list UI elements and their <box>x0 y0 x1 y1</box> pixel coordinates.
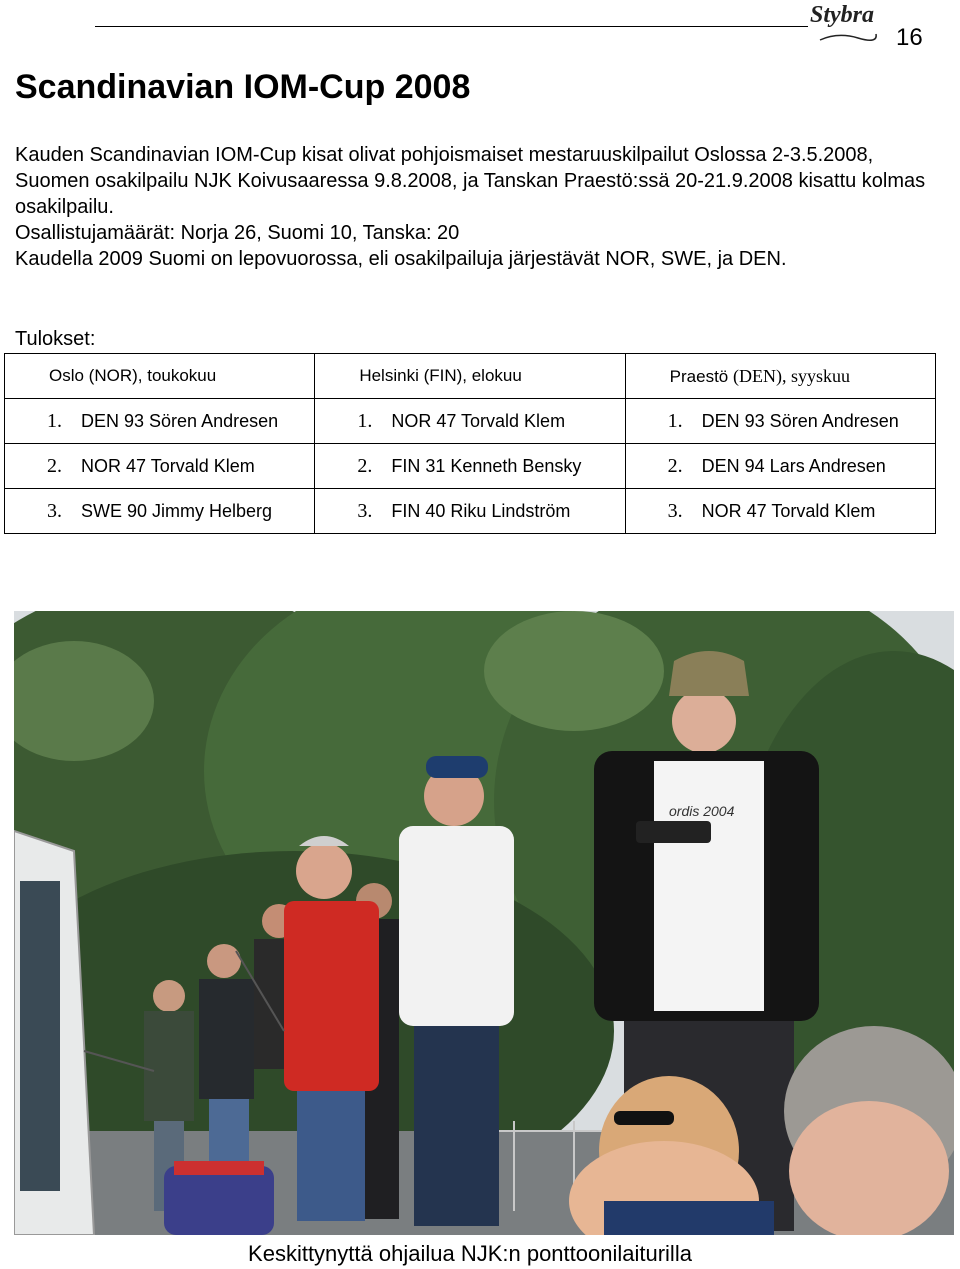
venue-oslo: Oslo (NOR), toukokuu <box>5 354 315 399</box>
table-row <box>5 399 936 444</box>
intro-text <box>15 142 945 272</box>
results-label: Tulokset: <box>15 328 96 350</box>
table-header-row <box>5 354 936 399</box>
result-cell: 1. NOR 47 Torvald Klem <box>315 399 625 444</box>
participants-line: Osallistujamäärät: Norja 26, Suomi 10, Tanska: 20 <box>15 222 460 244</box>
stybra-logo: Stybra <box>808 2 892 42</box>
result-cell: 3. SWE 90 Jimmy Helberg <box>5 489 315 534</box>
table-row <box>5 489 936 534</box>
page-number: 16 <box>896 24 923 51</box>
result-cell: 3. NOR 47 Torvald Klem <box>625 489 935 534</box>
regatta-photo <box>14 611 954 1235</box>
result-cell: 2. FIN 31 Kenneth Bensky <box>315 444 625 489</box>
result-cell: 3. FIN 40 Riku Lindström <box>315 489 625 534</box>
next-season-line: Kaudella 2009 Suomi on lepovuorossa, eli osakilpailuja järjestävät NOR, SWE, ja DEN. <box>15 248 787 270</box>
result-cell: 1. DEN 93 Sören Andresen <box>625 399 935 444</box>
venue-helsinki: Helsinki (FIN), elokuu <box>315 354 625 399</box>
venue-praesto: Praestö (DEN), syyskuu <box>625 354 935 399</box>
page-title: Scandinavian IOM-Cup 2008 <box>15 68 471 106</box>
photo-illustration <box>14 611 954 1235</box>
logo-swoosh-icon <box>818 30 878 46</box>
result-cell: 1. DEN 93 Sören Andresen <box>5 399 315 444</box>
header-rule <box>95 26 890 27</box>
table-row <box>5 444 936 489</box>
result-cell: 2. DEN 94 Lars Andresen <box>625 444 935 489</box>
result-cell: 2. NOR 47 Torvald Klem <box>5 444 315 489</box>
intro-paragraph: Kauden Scandinavian IOM-Cup kisat olivat pohjoismaiset mestaruuskilpailut Oslossa 2-3.5.2008, Suomen osakilpailu NJK Koivusaaressa 9.8.2008, ja Tanskan Praestö:ssä 20-21.9.2008 kisattu kolmas osakilpailu. <box>15 144 926 218</box>
results-table <box>4 353 936 534</box>
shirt-print: ordis 2004 <box>669 803 735 819</box>
photo-caption: Keskittynyttä ohjailua NJK:n ponttoonilaiturilla <box>248 1241 692 1266</box>
